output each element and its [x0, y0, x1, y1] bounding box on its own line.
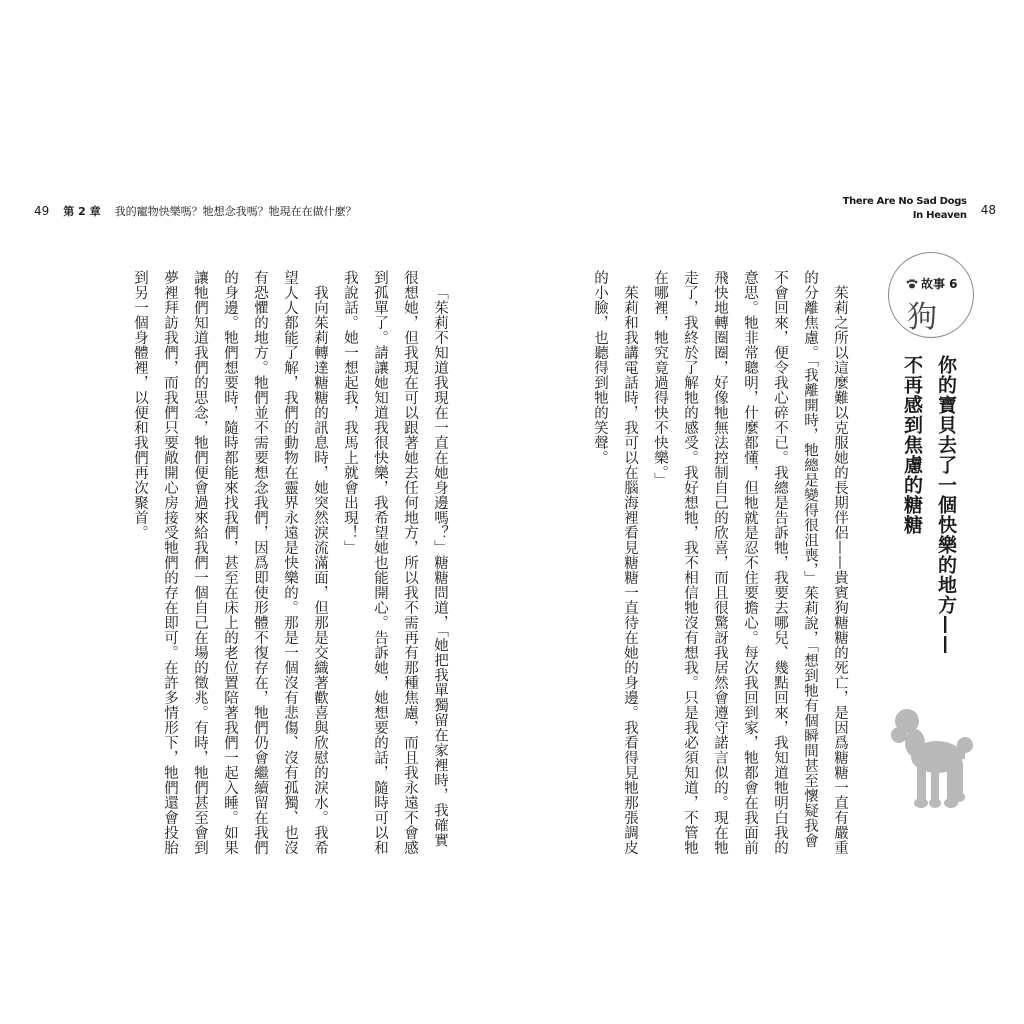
story-label-text: 故事 6	[921, 277, 958, 291]
body-paragraph: 茱莉和我講電話時，我可以在腦海裡看見糖糖一直待在她的身邊。我看得見牠那張調皮的小臉，也聽得到牠的笑聲。	[592, 270, 638, 855]
right-running-title	[843, 195, 967, 223]
poodle-silhouette-icon	[885, 705, 975, 815]
story-title	[895, 355, 963, 655]
running-title-line2: In Heaven	[912, 210, 967, 221]
body-paragraph: 「茱莉不知道我現在一直在她身邊嗎？」糖糖問道，「她把我單獨留在家裡時，我確實很想她，但我現在可以跟著她去任何地方，所以我不需再有那種焦慮，而且我永遠不會感到孤單了。請讓她知道我很快樂，我希望她也能開心。告訴她，她想要的話，隨時可以和我說話。她一想起我，我馬上就會出現！」	[342, 270, 448, 855]
paw-icon	[906, 279, 918, 289]
story-title-line1: 你的寶貝去了一個快樂的地方——	[935, 355, 957, 655]
body-paragraph: 茱莉之所以這麼難以克服她的長期伴侶——貴賓狗糖糖的死亡，是因爲糖糖一直有嚴重的分離焦慮。「我離開時，牠總是變得很沮喪，」茱莉說，「想到牠有個瞬間甚至懷疑我會不會回來，便令我心碎不已。我總是告訴牠，我要去哪兒、幾點回來，我知道牠明白我的意思。牠非常聰明，什麼都懂，但牠就是忍不住要擔心。每次我回到家，牠都會在我面前飛快地轉圈圈，好像牠無法控制自己的欣喜，而且很驚訝我居然會遵守諾言似的。現在牠走了，我終於了解牠的感受。我好想牠，我不相信牠沒有想我。只是我必須知道，不管牠在哪裡，牠究竟過得快不快樂。」	[652, 270, 848, 855]
running-title-line1: There Are No Sad Dogs	[842, 196, 967, 207]
left-page-body	[125, 270, 455, 855]
story-label	[906, 275, 958, 292]
right-page-body	[590, 270, 855, 855]
emblem-character: 狗	[907, 300, 937, 335]
chapter-label: 第 2 章	[63, 205, 101, 218]
left-page-number: 49	[34, 204, 50, 218]
right-page-number: 48	[980, 203, 996, 217]
body-paragraph: 我向茱莉轉達糖糖的訊息時，她突然淚流滿面，但那是交織著歡喜與欣慰的淚水。我希望人人都能了解，我們的動物在靈界永遠是快樂的。那是一個沒有悲傷、沒有孤獨、也沒有恐懼的地方。牠們並不需要想念我們，因爲即使形體不復存在，牠們仍會繼續留在我們的身邊。牠們想要時，隨時都能來找我們，甚至在床上的老位置陪著我們一起入睡。如果讓牠們知道我們的思念，牠們便會過來給我們一個自己在場的徵兆。有時，牠們甚至會到夢裡拜訪我們，而我們只要敞開心房接受牠們的存在即可。在許多情形下，牠們還會投胎到另一個身體裡，以便和我們再次聚首。	[132, 270, 328, 855]
story-title-line2: 不再感到焦慮的糖糖	[901, 355, 923, 535]
left-page-header	[34, 203, 357, 219]
left-running-title: 我的寵物快樂嗎？牠想念我嗎？牠現在在做什麼？	[114, 205, 357, 218]
right-page-header	[843, 195, 996, 223]
